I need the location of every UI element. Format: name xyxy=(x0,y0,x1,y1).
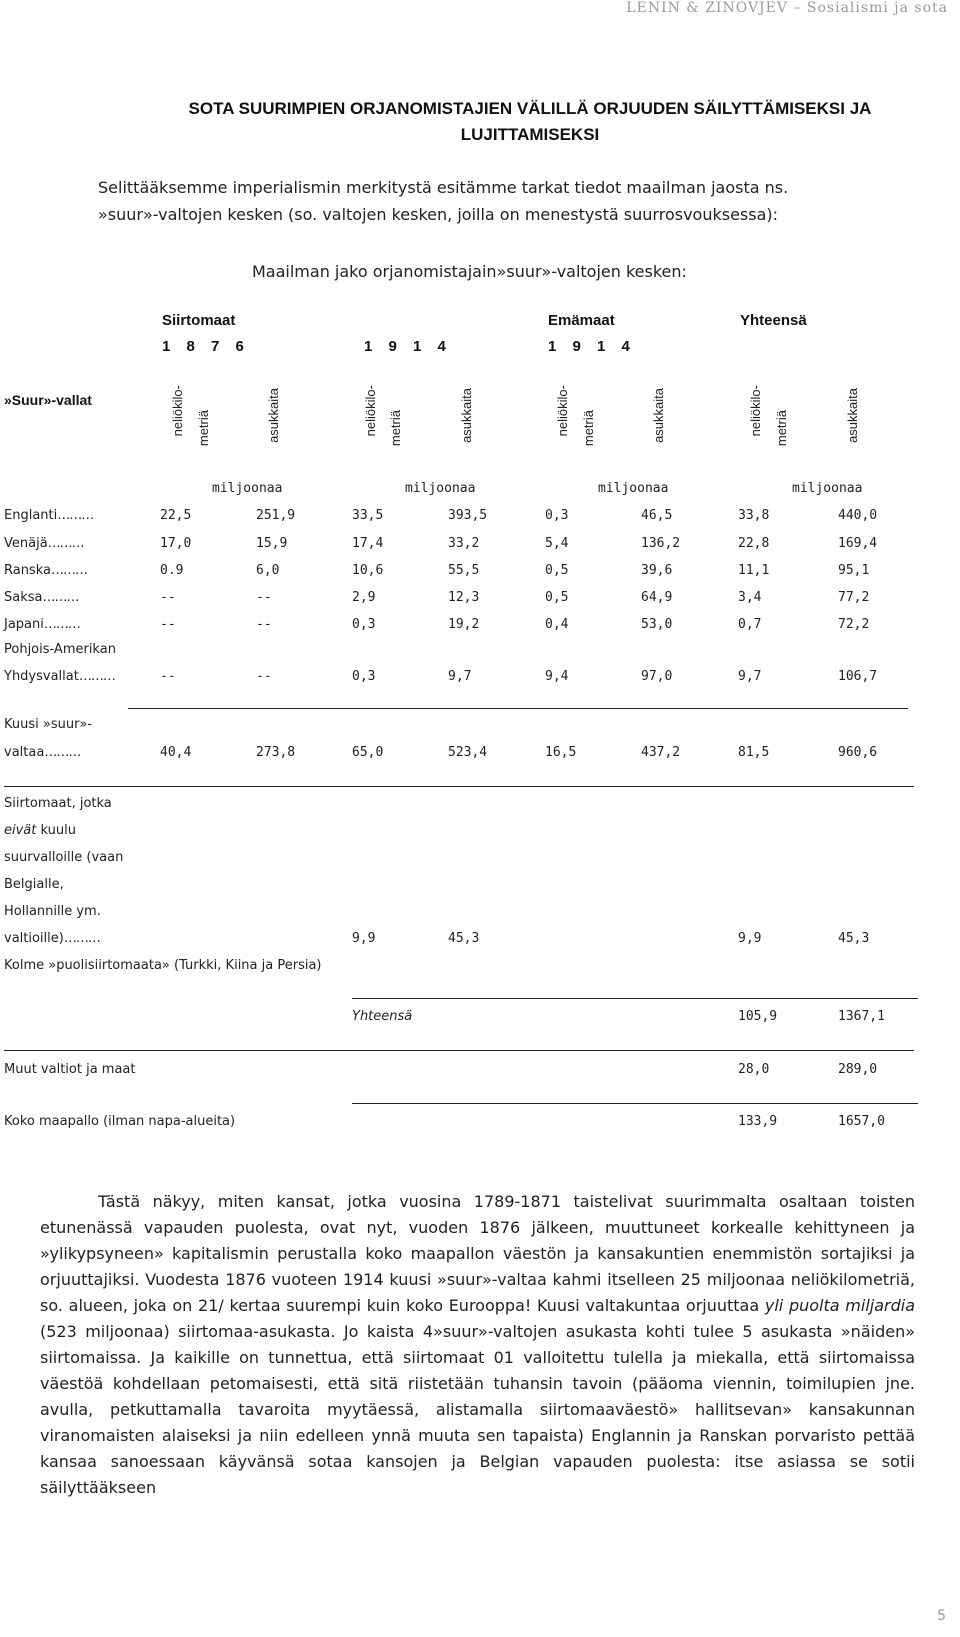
vert-area-3-line1: neliökilo- xyxy=(555,385,570,437)
other-colonies-pop-1914: 45,3 xyxy=(448,931,480,946)
vert-pop-1: asukkaita xyxy=(266,388,281,443)
total-six-cell: 960,6 xyxy=(838,745,878,760)
koko-pop: 1657,0 xyxy=(838,1114,885,1129)
row-label: Venäjä……… xyxy=(4,536,84,551)
table-cell: -- xyxy=(160,617,176,632)
year-1914-siirtomaat: 1 9 1 4 xyxy=(364,338,452,355)
koko-area: 133,9 xyxy=(738,1114,778,1129)
table-cell: 0,3 xyxy=(352,669,376,684)
table-cell: 64,9 xyxy=(641,590,673,605)
table-cell: -- xyxy=(256,590,272,605)
body-italic-phrase: yli puolta miljardia xyxy=(764,1296,915,1315)
row-label-line1: Pohjois-Amerikan xyxy=(4,642,116,657)
muut-pop: 289,0 xyxy=(838,1062,878,1077)
table-cell: 10,6 xyxy=(352,563,384,578)
table-cell: 106,7 xyxy=(838,669,878,684)
table-cell: -- xyxy=(160,669,176,684)
total-six-label-line1: Kuusi »suur»- xyxy=(4,717,93,732)
table-cell: 97,0 xyxy=(641,669,673,684)
total-six-cell: 65,0 xyxy=(352,745,384,760)
yhteensa-label: Yhteensä xyxy=(352,1009,413,1024)
other-colonies-line5: Hollannille ym. xyxy=(4,904,101,919)
muut-label: Muut valtiot ja maat xyxy=(4,1062,136,1077)
table-cell: 0,5 xyxy=(545,563,569,578)
page-number: 5 xyxy=(937,1608,946,1624)
year-1876: 1 8 7 6 xyxy=(162,338,250,355)
rule-3 xyxy=(352,998,918,999)
other-colonies-line1: Siirtomaat, jotka xyxy=(4,796,112,811)
table-cell: 251,9 xyxy=(256,508,296,523)
row-label: Japani……… xyxy=(4,617,80,632)
other-colonies-line3: suurvalloille (vaan xyxy=(4,850,124,865)
unit-3: miljoonaa xyxy=(598,481,669,496)
table-cell: 22,5 xyxy=(160,508,192,523)
table-cell: 0.9 xyxy=(160,563,184,578)
table-cell: -- xyxy=(256,617,272,632)
vert-pop-4: asukkaita xyxy=(845,388,860,443)
table-cell: 53,0 xyxy=(641,617,673,632)
table-cell: 0,7 xyxy=(738,617,762,632)
body-paragraph: Tästä näkyy, miten kansat, jotka vuosina 1789-1871 taistelivat suurimmalta osaltaan toisten etunenässä vapauden puolesta, ovat nyt, vuoden 1876 jälkeen, muuttuneet korkealle kehittyneen ja »ylikypsyneen» kapitalismin perustalla koko maapallon väestön ja kansakuntien enemmistön sortajiksi ja orjuuttajiksi. Vuodesta 1876 vuoteen 1914 kuusi »suur»-valtaa kahmi itselleen 25 miljoonaa neliökilometriä, so. alueen, joka on 21/ kertaa suurempi kuin koko Eurooppa! Kuusi valtakuntaa orjuuttaa yli puolta miljardia (523 miljoonaa) siirtomaa-asukasta. Jo kaista 4»suur»-valtojen asukasta kohti tulee 5 asukasta »näiden» siirtomaissa. Ja kaikille on tunnettua, että siirtomaat 01 valloitettu tulella ja miekalla, että siirtomaissa väestöä kohdellaan petomaisesti, että sitä riistetään tuhansin tavoin (pääoma viennin, toimilupien jne. avulla, petkuttamalla tavaroita myytäessä, alistamalla siirtomaaväestö» hallitsevan» kansakunnan viranomaisten alaiseksi ja niin edelleen ynnä muuta sen tapaista) Englannin ja Ranskan porvaristo pettää kansaa sanoessaan käyvänsä sotaa kansojen ja Belgian vapauden puolesta: itse asiassa se sotii säilyttääkseen xyxy=(40,1192,915,1497)
vert-area-3-line2: metriä xyxy=(581,410,596,447)
table-cell: 9,4 xyxy=(545,669,569,684)
table-cell: 0,4 xyxy=(545,617,569,632)
table-cell: -- xyxy=(160,590,176,605)
table-cell: 2,9 xyxy=(352,590,376,605)
table-cell: 33,8 xyxy=(738,508,770,523)
vert-pop-3: asukkaita xyxy=(651,388,666,443)
total-six-cell: 523,4 xyxy=(448,745,488,760)
table-cell: 0,3 xyxy=(352,617,376,632)
header-emamaat: Emämaat xyxy=(548,312,615,329)
table-cell: 0,3 xyxy=(545,508,569,523)
other-colonies-line6: valtioille)……… xyxy=(4,931,100,946)
unit-4: miljoonaa xyxy=(792,481,863,496)
section-title: SOTA SUURIMPIEN ORJANOMISTAJIEN VÄLILLÄ ORJUUDEN SÄILYTTÄMISEKSI JA LUJITTAMISEKSI xyxy=(188,99,872,144)
yhteensa-pop: 1367,1 xyxy=(838,1009,885,1024)
table-cell: 393,5 xyxy=(448,508,488,523)
header-siirtomaat: Siirtomaat xyxy=(162,312,236,329)
table-cell: 95,1 xyxy=(838,563,870,578)
vert-area-2-line1: neliökilo- xyxy=(363,385,378,437)
koko-label: Koko maapallo (ilman napa-alueita) xyxy=(4,1114,236,1129)
other-colonies-area-1914: 9,9 xyxy=(352,931,376,946)
vert-area-4-line1: neliökilo- xyxy=(748,385,763,437)
table-cell: 9,7 xyxy=(448,669,472,684)
row-label: Ranska……… xyxy=(4,563,87,578)
intro-line-1: Selittääksemme imperialismin merkitystä esitämme tarkat tiedot maailman jaosta ns. xyxy=(98,178,789,197)
vert-pop-2: asukkaita xyxy=(459,388,474,443)
table-cell: -- xyxy=(256,669,272,684)
table-cell: 3,4 xyxy=(738,590,762,605)
table-cell: 33,2 xyxy=(448,536,480,551)
table-cell: 39,6 xyxy=(641,563,673,578)
table-cell: 22,8 xyxy=(738,536,770,551)
other-colonies-line2: eivät kuulu xyxy=(4,823,76,838)
total-six-label: valtaa……… xyxy=(4,745,81,760)
row-label: Yhdysvallat……… xyxy=(4,669,115,684)
total-six-cell: 437,2 xyxy=(641,745,681,760)
rule-1 xyxy=(128,708,908,709)
semi-colonies-label: Kolme »puolisiirtomaata» (Turkki, Kiina ja Persia) xyxy=(4,958,322,973)
other-colonies-line4: Belgialle, xyxy=(4,877,64,892)
table-cell: 15,9 xyxy=(256,536,288,551)
total-six-cell: 40,4 xyxy=(160,745,192,760)
table-cell: 72,2 xyxy=(838,617,870,632)
vert-area-4-line2: metriä xyxy=(774,410,789,447)
total-six-cell: 16,5 xyxy=(545,745,577,760)
table-cell: 33,5 xyxy=(352,508,384,523)
header-yhteensa: Yhteensä xyxy=(740,312,807,329)
muut-area: 28,0 xyxy=(738,1062,770,1077)
table-cell: 17,4 xyxy=(352,536,384,551)
unit-1: miljoonaa xyxy=(212,481,283,496)
other-colonies-area-total: 9,9 xyxy=(738,931,762,946)
total-six-cell: 81,5 xyxy=(738,745,770,760)
rule-4 xyxy=(4,1050,914,1051)
rule-5 xyxy=(352,1103,918,1104)
table-cell: 17,0 xyxy=(160,536,192,551)
other-colonies-pop-total: 45,3 xyxy=(838,931,870,946)
table-cell: 136,2 xyxy=(641,536,681,551)
intro-line-2: »suur»-valtojen kesken (so. valtojen kesken, joilla on menestystä suurrosvouksessa): xyxy=(98,205,779,224)
running-header: LENIN & ZINOVJEV – Sosialismi ja sota xyxy=(626,0,948,16)
table-cell: 169,4 xyxy=(838,536,878,551)
table-cell: 11,1 xyxy=(738,563,770,578)
table-cell: 9,7 xyxy=(738,669,762,684)
row-label: Englanti……… xyxy=(4,508,94,523)
vert-area-1-line2: metriä xyxy=(196,410,211,447)
table-cell: 5,4 xyxy=(545,536,569,551)
table-cell: 46,5 xyxy=(641,508,673,523)
table-cell: 77,2 xyxy=(838,590,870,605)
table-cell: 0,5 xyxy=(545,590,569,605)
table-cell: 6,0 xyxy=(256,563,280,578)
yhteensa-area: 105,9 xyxy=(738,1009,778,1024)
table-cell: 55,5 xyxy=(448,563,480,578)
vert-area-2-line2: metriä xyxy=(388,410,403,447)
total-six-cell: 273,8 xyxy=(256,745,296,760)
row-header-suurvallat: »Suur»-vallat xyxy=(4,392,92,408)
table-cell: 12,3 xyxy=(448,590,480,605)
rule-2 xyxy=(4,786,914,787)
table-subtitle: Maailman jako orjanomistajain»suur»-valtojen kesken: xyxy=(252,262,687,281)
unit-2: miljoonaa xyxy=(405,481,476,496)
row-label: Saksa……… xyxy=(4,590,79,605)
table-cell: 440,0 xyxy=(838,508,878,523)
vert-area-1-line1: neliökilo- xyxy=(170,385,185,437)
year-1914-emamaat: 1 9 1 4 xyxy=(548,338,636,355)
table-cell: 19,2 xyxy=(448,617,480,632)
